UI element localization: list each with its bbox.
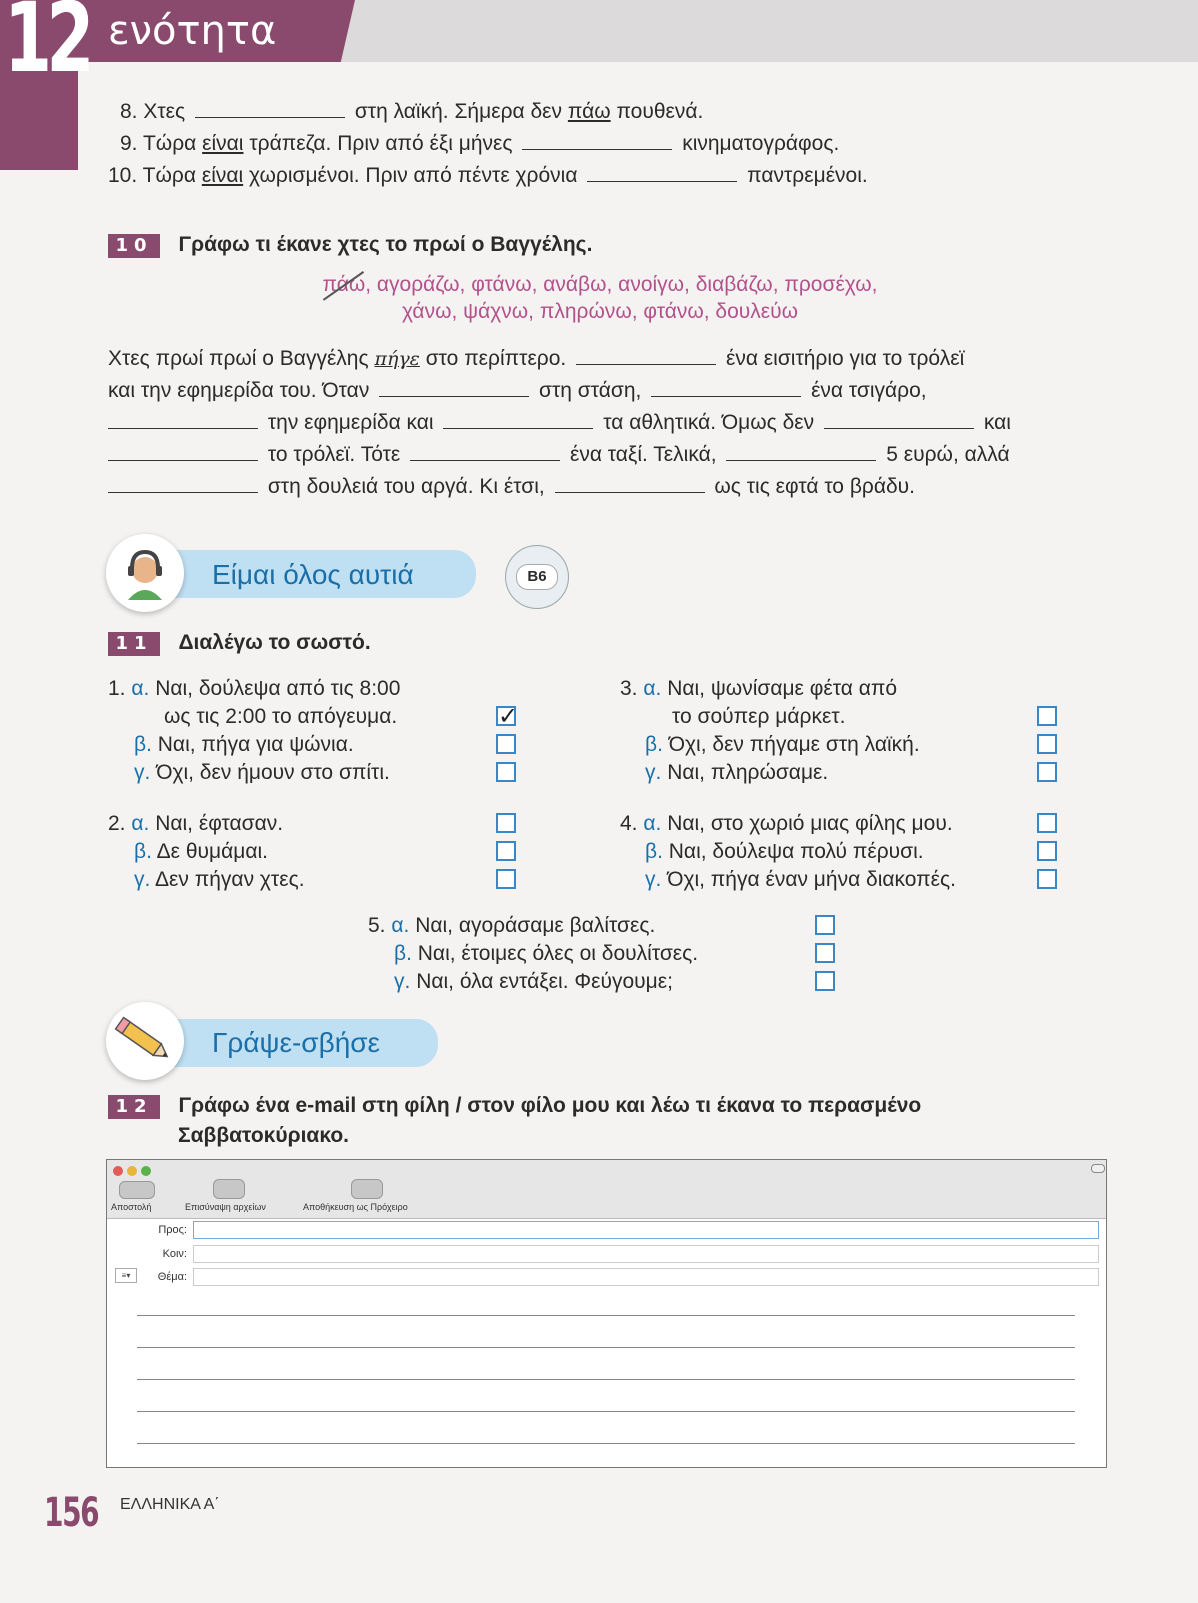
toolbar-toggle[interactable] xyxy=(1091,1164,1105,1173)
ex12-heading xyxy=(108,1094,1108,1119)
q4-option-b: β. Ναι, δούλεψα πολύ πέρυσι. xyxy=(645,840,924,863)
ex9-line-10: 10. Τώρα είναι χωρισμένοι. Πριν από πέντε χρόνια παντρεμένοι. xyxy=(108,164,868,187)
writing-title: Γράψε-σβήσε xyxy=(212,1027,381,1058)
ex11-heading xyxy=(108,631,371,656)
answer-blank[interactable] xyxy=(379,394,529,397)
cc-field[interactable] xyxy=(193,1245,1099,1263)
unit-word: ενότητα xyxy=(108,8,277,54)
q5-checkbox-a[interactable] xyxy=(815,915,835,935)
q1-checkbox-c[interactable] xyxy=(496,762,516,782)
send-button[interactable]: Αποστολή xyxy=(111,1202,152,1212)
writing-line xyxy=(137,1379,1075,1380)
answer-blank[interactable] xyxy=(195,115,345,118)
answer-blank[interactable] xyxy=(576,362,716,365)
answer-blank[interactable] xyxy=(587,179,737,182)
q4-option-a: 4. α. Ναι, στο χωριό μιας φίλης μου. xyxy=(620,812,953,835)
handwritten-answer: πήγε xyxy=(374,348,420,370)
ex10-text-line-3: την εφημερίδα και τα αθλητικά. Όμως δεν και xyxy=(108,411,1011,435)
save-draft-button[interactable]: Αποθήκευση ως Πρόχειρο xyxy=(303,1202,408,1212)
listening-title: Είμαι όλος αυτιά xyxy=(212,559,414,590)
send-icon[interactable] xyxy=(119,1181,155,1199)
ex10-heading xyxy=(108,233,592,258)
page-number: 156 xyxy=(44,1490,99,1536)
ex10-text-line-2: και την εφημερίδα του. Όταν στη στάση, ένα τσιγάρο, xyxy=(108,379,927,402)
ex10-text-line-4: το τρόλεϊ. Τότε ένα ταξί. Τελικά, 5 ευρώ, αλλά xyxy=(108,443,1010,467)
answer-blank[interactable] xyxy=(726,458,876,461)
q3-option-c: γ. Ναι, πληρώσαμε. xyxy=(645,761,829,784)
q5-checkbox-c[interactable] xyxy=(815,971,835,991)
q2-option-a: 2. α. Ναι, έφτασαν. xyxy=(108,812,284,835)
save-draft-icon[interactable] xyxy=(351,1179,383,1199)
q1-option-c: γ. Όχι, δεν ήμουν στο σπίτι. xyxy=(134,761,390,784)
q2-option-b: β. Δε θυμάμαι. xyxy=(134,840,268,863)
q4-option-c: γ. Όχι, πήγα έναν μήνα διακοπές. xyxy=(645,868,956,891)
answer-blank[interactable] xyxy=(108,490,258,493)
q5-checkbox-b[interactable] xyxy=(815,943,835,963)
q1-checkbox-a-checked[interactable]: ✓ xyxy=(498,703,519,730)
unit-number: 12 xyxy=(4,0,89,94)
attach-icon[interactable] xyxy=(213,1179,245,1199)
q2-checkbox-b[interactable] xyxy=(496,841,516,861)
exercise-badge: 11 xyxy=(108,632,160,656)
writing-line xyxy=(137,1347,1075,1348)
exercise-badge: 12 xyxy=(108,1095,160,1119)
q3-checkbox-a[interactable] xyxy=(1037,706,1057,726)
track-label: B6 xyxy=(516,564,558,590)
answer-blank[interactable] xyxy=(824,426,974,429)
subject-field[interactable] xyxy=(193,1268,1099,1286)
q1-checkbox-b[interactable] xyxy=(496,734,516,754)
headphones-person-icon xyxy=(106,534,184,612)
answer-blank[interactable] xyxy=(108,426,258,429)
cc-label: Κοιν: xyxy=(162,1248,187,1260)
writing-line xyxy=(137,1315,1075,1316)
answer-blank[interactable] xyxy=(651,394,801,397)
zoom-dot[interactable] xyxy=(141,1166,151,1176)
exercise-title: Γράφω τι έκανε χτες το πρωί ο Βαγγέλης. xyxy=(178,233,593,256)
q3-option-a: 3. α. Ναι, ψωνίσαμε φέτα από xyxy=(620,677,898,700)
close-dot[interactable] xyxy=(113,1166,123,1176)
word-bank: πάω, αγοράζω, φτάνω, ανάβω, ανοίγω, διαβάζω, προσέχω, χάνω, ψάχνω, πληρώνω, φτάνω, δουλεύω xyxy=(322,273,878,323)
ex9-line-8: 8. Χτες στη λαϊκή. Σήμερα δεν πάω πουθενά. xyxy=(120,100,704,123)
to-field[interactable] xyxy=(193,1221,1099,1239)
exercise-title: Διαλέγω το σωστό. xyxy=(178,631,371,654)
to-label: Προς: xyxy=(158,1224,187,1236)
q1-option-a-cont: ως τις 2:00 το απόγευμα. xyxy=(164,705,398,728)
q5-option-c: γ. Ναι, όλα εντάξει. Φεύγουμε; xyxy=(394,970,673,993)
q5-option-a: 5. α. Ναι, αγοράσαμε βαλίτσες. xyxy=(368,914,656,937)
exercise-badge: 10 xyxy=(108,234,160,258)
ex10-text-line-5: στη δουλειά του αργά. Κι έτσι, ως τις εφτά το βράδυ. xyxy=(108,475,915,499)
q4-checkbox-b[interactable] xyxy=(1037,841,1057,861)
q3-option-a-cont: το σούπερ μάρκετ. xyxy=(672,705,846,728)
subject-label: Θέμα: xyxy=(157,1271,187,1283)
q2-checkbox-a[interactable] xyxy=(496,813,516,833)
q3-checkbox-c[interactable] xyxy=(1037,762,1057,782)
answer-blank[interactable] xyxy=(522,147,672,150)
attach-button[interactable]: Επισύναψη αρχείων xyxy=(185,1202,266,1212)
priority-menu[interactable]: ≡▾ xyxy=(115,1268,137,1283)
pencil-eraser-icon xyxy=(106,1002,184,1080)
exercise-title-cont: Σαββατοκύριακο. xyxy=(178,1124,350,1147)
q4-checkbox-a[interactable] xyxy=(1037,813,1057,833)
q3-checkbox-b[interactable] xyxy=(1037,734,1057,754)
struck-word: πάω xyxy=(322,273,366,296)
q3-option-b: β. Όχι, δεν πήγαμε στη λαϊκή. xyxy=(645,733,920,756)
book-title: ΕΛΛΗΝΙΚΑ Α΄ xyxy=(120,1496,220,1513)
q1-option-a: 1. α. Ναι, δούλεψα από τις 8:00 xyxy=(108,677,401,700)
writing-line xyxy=(137,1443,1075,1444)
q4-checkbox-c[interactable] xyxy=(1037,869,1057,889)
minimize-dot[interactable] xyxy=(127,1166,137,1176)
q5-option-b: β. Ναι, έτοιμες όλες οι δουλίτσες. xyxy=(394,942,699,965)
q2-checkbox-c[interactable] xyxy=(496,869,516,889)
answer-blank[interactable] xyxy=(443,426,593,429)
answer-blank[interactable] xyxy=(108,458,258,461)
ex10-text-line-1: Χτες πρωί πρωί ο Βαγγέλης πήγε στο περίπτερο. ένα εισιτήριο για το τρόλεϊ xyxy=(108,347,965,370)
q2-option-c: γ. Δεν πήγαν χτες. xyxy=(134,868,305,891)
ex9-line-9: 9. Τώρα είναι τράπεζα. Πριν από έξι μήνες κινηματογράφος. xyxy=(120,132,840,155)
writing-line xyxy=(137,1411,1075,1412)
q1-option-b: β. Ναι, πήγα για ψώνια. xyxy=(134,733,354,756)
email-window xyxy=(106,1159,1107,1468)
answer-blank[interactable] xyxy=(555,490,705,493)
exercise-title: Γράφω ένα e-mail στη φίλη / στον φίλο μου και λέω τι έκανα το περασμένο xyxy=(178,1094,922,1117)
answer-blank[interactable] xyxy=(410,458,560,461)
